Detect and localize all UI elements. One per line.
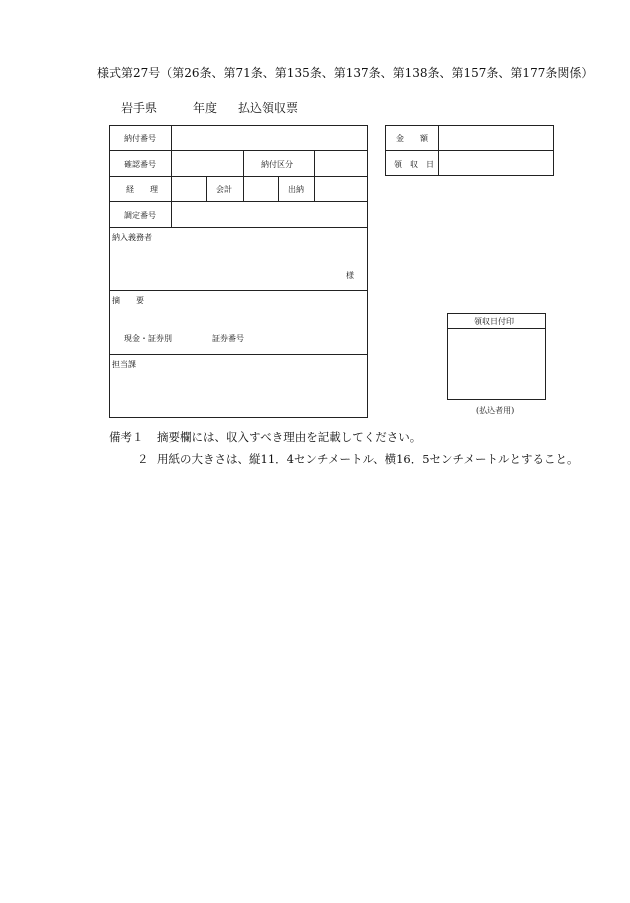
col-divider [438, 125, 439, 176]
receipt-stamp-title: 領収日付印 [474, 317, 514, 326]
note-line-2: 用紙の大きさは、縦11．4センチメートル、横16．5センチメートルとすること。 [157, 452, 579, 466]
col-divider [278, 176, 279, 201]
account-label: 会計 [216, 185, 232, 194]
row-divider [109, 354, 368, 355]
note-line-1: 摘要欄には、収入すべき理由を記載してください。 [157, 430, 422, 444]
cash-or-securities-label: 現金・証券別 [124, 334, 172, 343]
amount-label: 金 額 [396, 134, 428, 143]
summary-label: 摘 要 [112, 296, 144, 305]
form-title: 様式第27号（第26条、第71条、第135条、第137条、第138条、第157条、第177条関係） [97, 66, 594, 80]
col-divider [314, 150, 315, 201]
row-divider [109, 201, 368, 202]
row-divider [109, 176, 368, 177]
form-name: 払込領収票 [238, 101, 299, 115]
fiscal-year-label: 年度 [193, 101, 218, 115]
confirmation-number-label: 確認番号 [124, 160, 156, 169]
notes-heading: 備考１ [109, 430, 144, 444]
accounting-label: 経 理 [126, 185, 158, 194]
stamp-divider [447, 328, 546, 329]
payer-label: 納入義務者 [112, 233, 152, 242]
disbursement-label: 出納 [288, 185, 304, 194]
receipt-date-label: 領 収 日 [394, 160, 434, 169]
prefecture-name: 岩手県 [121, 101, 158, 115]
securities-number-label: 証券番号 [212, 334, 244, 343]
note-number-2: ２ [137, 452, 149, 466]
row-divider [109, 227, 368, 228]
payment-number-label: 納付番号 [124, 134, 156, 143]
col-divider [243, 150, 244, 201]
payment-category-label: 納付区分 [261, 160, 293, 169]
honorific-label: 様 [346, 271, 354, 280]
col-divider [206, 176, 207, 201]
row-divider [109, 290, 368, 291]
row-divider [109, 150, 368, 151]
assessment-number-label: 調定番号 [124, 211, 156, 220]
payer-copy-caption: (払込者用) [476, 406, 515, 415]
row-divider [385, 150, 554, 151]
department-label: 担当課 [112, 360, 136, 369]
col-divider [171, 125, 172, 227]
